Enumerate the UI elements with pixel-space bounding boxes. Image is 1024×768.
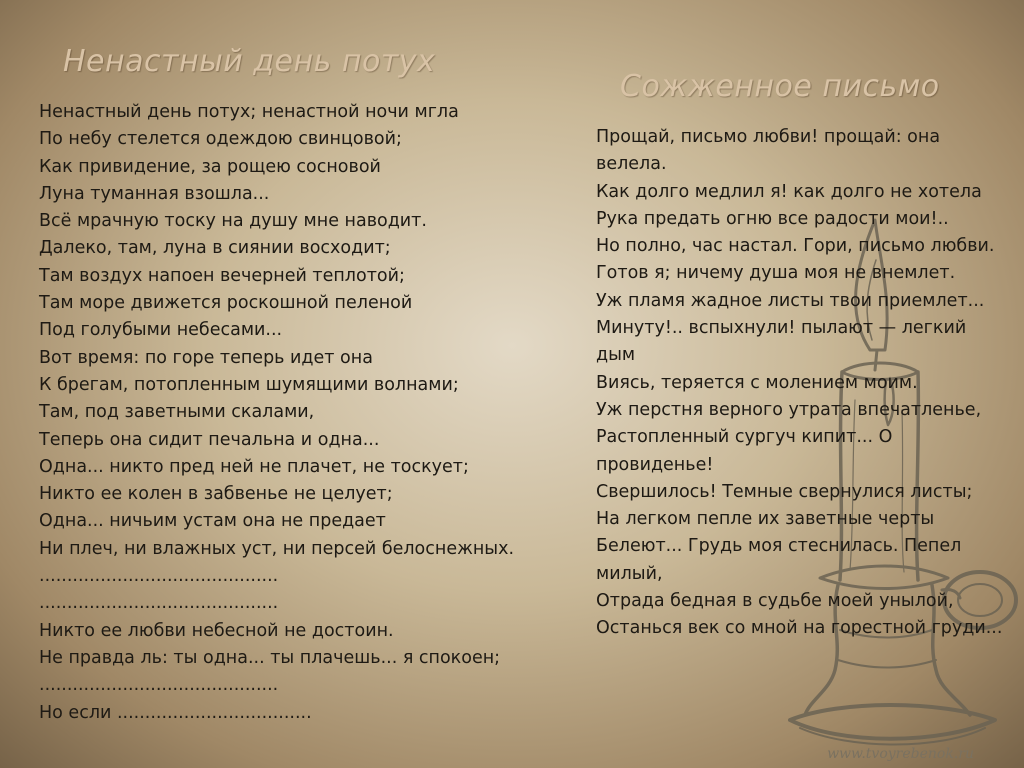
poem-line: На легком пепле их заветные черты [596,509,935,530]
poem-line: Отрада бедная в судьбе моей унылой, [596,591,954,612]
poem-line: ........................................... [39,675,279,696]
poem-line: Не правда ль: ты одна... ты плачешь... я спокоен; [39,647,501,668]
left-poem [39,99,514,727]
poem-line: Уж пламя жадное листы твои приемлет... [596,290,985,311]
watermark: www.tvoyrebenok.ru [827,746,974,762]
poem-line: Одна... никто пред ней не плачет, не тоскует; [39,456,469,477]
poem-line: Рука предать огню все радости мои!.. [596,208,949,229]
poem-line: Никто ее любви небесной не достоин. [39,620,394,641]
right-poem-title: Сожженное письмо [620,69,940,104]
poem-line: Останься век со мной на горестной груди... [596,618,1003,639]
poem-line: дым [596,345,636,366]
poem-line: Белеют... Грудь моя стеснилась. Пепел [596,536,962,557]
poem-line: Луна туманная взошла... [39,183,270,204]
poem-line: Свершилось! Темные свернулися листы; [596,481,973,502]
poem-line: провиденье! [596,454,714,475]
poem-line: Готов я; ничему душа моя не внемлет. [596,263,956,284]
poem-line: Растопленный сургуч кипит... О [596,427,893,448]
right-poem [596,124,1002,643]
poem-line: ........................................... [39,593,279,614]
poem-line: Но если ................................... [39,702,312,723]
poem-line: Прощай, письмо любви! прощай: она [596,127,941,147]
poem-line: Теперь она сидит печальна и одна... [39,429,380,450]
left-poem-title: Ненастный день потух [63,44,436,79]
poem-line: ........................................... [39,566,279,587]
poem-line: милый, [596,563,663,584]
poem-line: Ни плеч, ни влажных уст, ни персей белоснежных. [39,538,515,559]
poem-line: Там, под заветными скалами, [39,402,315,423]
poem-line: Как долго медлил я! как долго не хотела [596,181,982,202]
poem-line: По небу стелется одеждою свинцовой; [39,129,402,150]
poem-line: Виясь, теряется с молением моим. [596,372,918,393]
poem-line: Под голубыми небесами... [39,320,283,341]
poem-line: Там море движется роскошной пеленой [39,293,413,314]
poem-line: Уж перстня верного утрата впечатленье, [596,399,982,420]
poem-line: Всё мрачную тоску на душу мне наводит. [39,211,427,232]
poem-line: велела. [596,154,667,175]
poem-line: Как привидение, за рощею сосновой [39,156,381,177]
poem-line: Но полно, час настал. Гори, письмо любви. [596,236,995,257]
poem-line: Там воздух напоен вечерней теплотой; [39,265,405,286]
poem-line: Ненастный день потух; ненастной ночи мгла [39,102,459,122]
poem-line: Далеко, там, луна в сиянии восходит; [39,238,391,259]
poem-line: К брегам, потопленным шумящими волнами; [39,374,459,395]
poem-line: Никто ее колен в забвенье не целует; [39,484,393,505]
poem-line: Вот время: по горе теперь идет она [39,347,373,368]
poem-line: Минуту!.. вспыхнули! пылают — легкий [596,318,967,339]
poem-line: Одна... ничьим устам она не предает [39,511,386,532]
